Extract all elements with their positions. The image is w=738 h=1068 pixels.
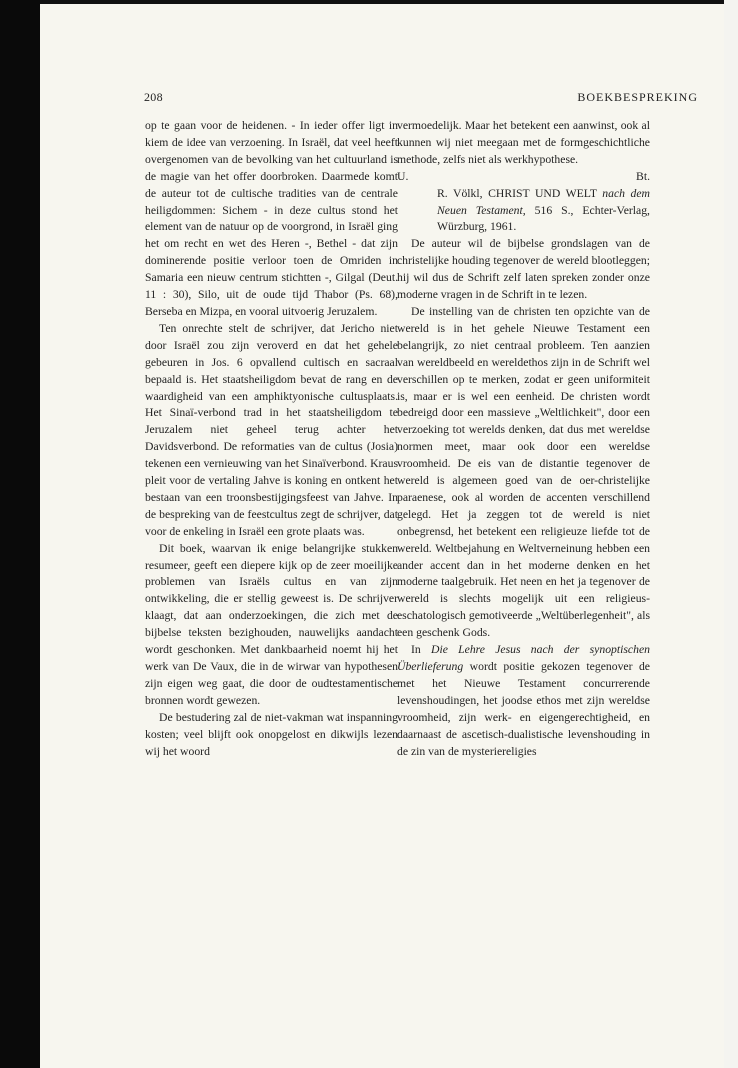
p4-rest: wordt positie gekozen tegenover de met het Nieuwe Testament concurrerende levenshoudingen, het joodse ethos met zijn wereldse vroomheid, zijn werk- en eigengerechtigheid, en daarnaast de ascetisch-dualistische levenshouding in de zin van de mysteriereligies xyxy=(397,660,650,758)
bib-publication: 516 S., Echter-Verlag, Würzburg, 1961. xyxy=(437,203,650,234)
right-paragraph-4 xyxy=(397,642,650,760)
bibliographic-entry xyxy=(397,186,650,237)
right-paragraph-3: De instelling van de christen ten opzichte van de wereld is in het gehele Nieuwe Testament een belangrijk, zo niet centraal probleem. Ten aanzien van wereldbeeld en wereldethos zijn in de Schrift wel verschillen op te merken, zodat er geen uniformiteit is, maar er is wel een eenheid. De christen wordt bedreigd door een massieve „Weltlichkeit", door een verzoeking tot werelds denken, dat dus met wereldse normen meet, maar ook door een wereldse vroomheid. De eis van de distantie tegenover de wereld is algemeen goed van de oer-christelijke paraenese, ook al worden de accenten verschillend gelegd. Het ja zeggen tot de wereld is niet onbegrensd, het betekent een religieuze liefde tot de wereld. Weltbejahung en Weltverneinung hebben een ander accent dan in het moderne denken en het moderne taalgebruik. Het neen en het ja tegenover de wereld is slechts mogelijk uit een religieus-eschatologisch gemotiveerde „Weltüberlegenheit", als een geschenk Gods. xyxy=(397,304,650,640)
left-paragraph-2: Ten onrechte stelt de schrijver, dat Jericho niet door Israël zou zijn veroverd en dat het gehele gebeuren in Jos. 6 opvallend cultisch en sacraal bepaald is. Het staatsheiligdom bevat de rang en de waardigheid van een amphiktyonische cultusplaats. Het Sinaï-verbond trad in het staatsheiligdom te Jeruzalem niet geheel terug achter het Davidsverbond. De reformaties van de cultus (Josia) tekenen een vernieuwing van het Sinaïverbond. Kraus pleit voor de vertaling Jahve is koning en ontkent het bestaan van een troonsbestijgingsfeest van Jahve. In de bespreking van de feestcultus zegt de schrijver, dat voor de enkeling in Israël een grote plaats was. xyxy=(145,321,398,538)
page-number: 208 xyxy=(144,90,163,104)
left-column xyxy=(145,118,398,760)
signature-initial: U. xyxy=(397,169,409,183)
right-paragraph-2: De auteur wil de bijbelse grondslagen van de christelijke houding tegenover de wereld blootleggen; hij wil dus de Schrift zelf laten spreken zonder onze moderne vragen in de Schrift in te lezen. xyxy=(397,237,650,302)
bib-author-title: R. Völkl, CHRIST UND WELT xyxy=(437,186,597,200)
book-page xyxy=(40,4,724,1068)
p4-book-title: Die Lehre Jesus nach der synoptischen Überlieferung xyxy=(397,643,650,673)
reviewer-signature xyxy=(397,169,650,186)
p4-prefix: In xyxy=(411,643,431,657)
scan-border-right xyxy=(724,0,738,1068)
left-paragraph-4: De bestudering zal de niet-vakman wat inspanning kosten; veel blijft ook onopgelost en dikwijls lezen wij het woord xyxy=(145,710,398,758)
right-column xyxy=(397,118,650,760)
right-paragraph-1: vermoedelijk. Maar het betekent een aanwinst, ook al kunnen wij niet meegaan met de formgeschichtliche methode, zelfs niet als werkhypothese. xyxy=(397,119,650,166)
bib-series: nach dem Neuen Testament, xyxy=(437,186,650,217)
left-paragraph-1: op te gaan voor de heidenen. - In ieder offer ligt in kiem de idee van verzoening. In Israël, dat veel heeft overgenomen van de bevolking van het cultuurland is de magie van het offer doorbroken. Daarmede komt de auteur tot de cultische tradities van de centrale heiligdommen: Sichem - in deze cultus stond het element van de natuur op de voorgrond, in Israël ging het om recht en wet des Heren -, Bethel - dat zijn dominerende positie verloor toen de Omriden in Samaria een nieuw centrum stichtten -, Gilgal (Deut. 11 : 30), Silo, uit de oude tijd Thabor (Ps. 68), Berseba en Mizpa, en vooral uitvoerig Jeruzalem. xyxy=(145,119,398,318)
signature-name: Bt. xyxy=(636,169,650,183)
running-head: BOEKBESPREKING xyxy=(577,90,698,104)
left-paragraph-3: Dit boek, waarvan ik enige belangrijke stukken resumeer, geeft een diepere kijk op de zeer moeilijke problemen van Israëls cultus en van zijn ontwikkeling, die er stellig geweest is. De schrijver klaagt, dat aan onderzoekingen, die zich met de bijbelse teksten bezighouden, nauwelijks aandacht wordt geschonken. Met dankbaarheid noemt hij het werk van De Vaux, die in de wirwar van hypothesen zijn eigen weg gaat, die door de oudtestamentische bronnen wordt gewezen. xyxy=(145,541,398,707)
scan-border-left xyxy=(0,0,40,1068)
